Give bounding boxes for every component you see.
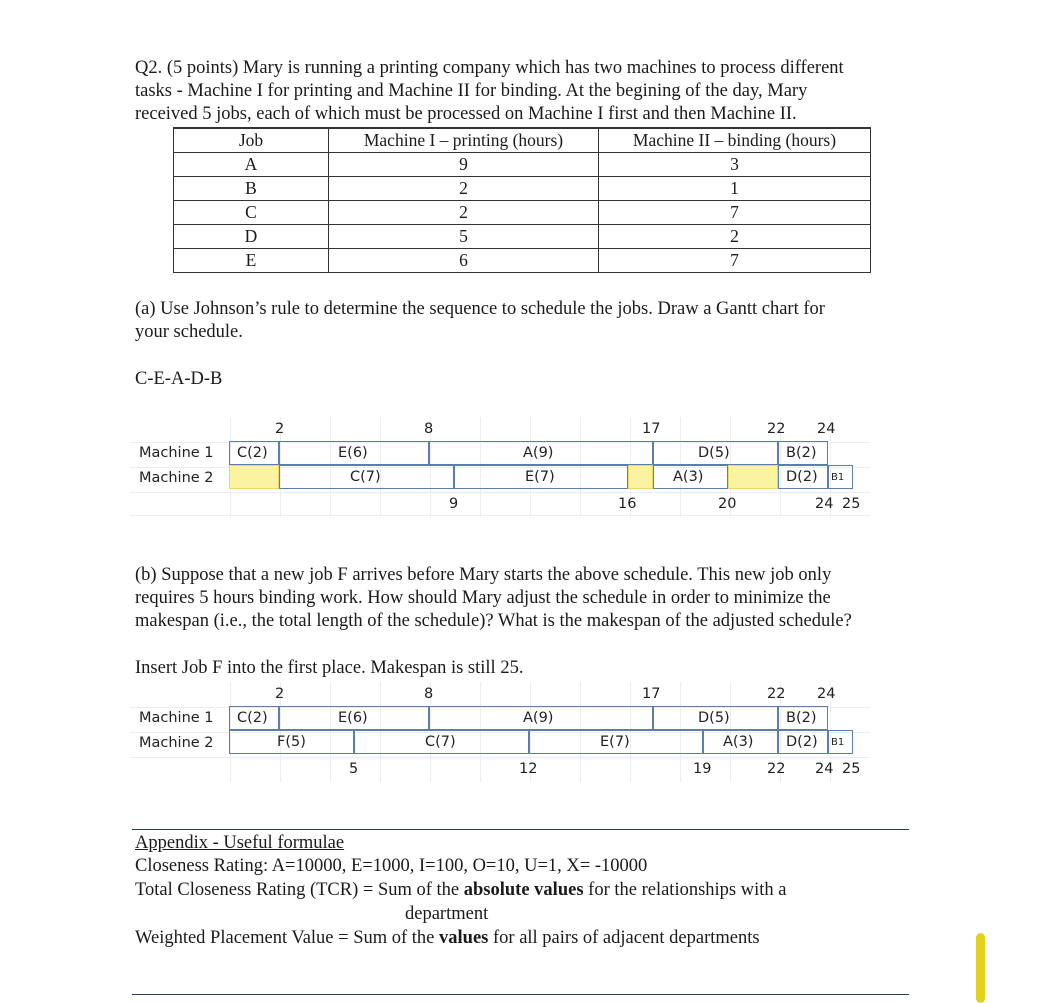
gantt-bar-m2	[828, 465, 853, 489]
time-tick: 19	[693, 761, 712, 777]
printing-cell: 5	[329, 225, 599, 249]
divider-bottom	[132, 994, 909, 995]
part-b-answer: Insert Job F into the first place. Makespan is still 25.	[135, 658, 524, 678]
tcr-bold: absolute values	[463, 880, 584, 900]
table-header-row	[174, 128, 871, 153]
header-machine-1: Machine I – printing (hours)	[329, 128, 599, 153]
bar-label: E(7)	[600, 734, 630, 750]
header-machine-2: Machine II – binding (hours)	[599, 128, 871, 153]
bar-label: B1	[831, 737, 845, 748]
gantt-bar-m2	[653, 465, 728, 489]
time-tick: 24	[815, 496, 834, 512]
tcr-line	[135, 879, 786, 903]
gantt-bar-m1	[653, 706, 778, 730]
tcr-continuation: department	[405, 904, 489, 924]
gantt-bar-m1	[429, 706, 653, 730]
time-tick: 20	[718, 496, 737, 512]
bar-label: A(3)	[723, 734, 754, 750]
gantt-bar-m1	[778, 441, 828, 465]
job-cell: E	[174, 249, 329, 273]
highlighter-mark	[976, 933, 985, 1003]
printing-cell: 9	[329, 153, 599, 177]
bar-label: C(2)	[237, 445, 268, 461]
bar-label: D(2)	[786, 734, 818, 750]
time-tick: 22	[767, 761, 786, 777]
part-b-line-2: requires 5 hours binding work. How should Mary adjust the schedule in order to minimize the	[135, 588, 831, 608]
part-a-line-2: your schedule.	[135, 322, 243, 342]
bar-label: D(5)	[698, 710, 730, 726]
idle-block	[728, 465, 778, 489]
bar-label: B(2)	[786, 445, 817, 461]
gantt-bar-m1	[229, 441, 279, 465]
time-tick: 25	[842, 761, 861, 777]
gantt-bar-m1	[279, 706, 429, 730]
binding-cell: 1	[599, 177, 871, 201]
printing-cell: 6	[329, 249, 599, 273]
bar-label: C(7)	[350, 469, 381, 485]
gantt-chart-b	[130, 682, 870, 782]
time-tick: 24	[815, 761, 834, 777]
part-b-line-3: makespan (i.e., the total length of the schedule)? What is the makespan of the adjusted schedule?	[135, 611, 852, 631]
time-tick: 22	[767, 421, 786, 437]
question-line-1: Q2. (5 points) Mary is running a printing company which has two machines to process different	[135, 58, 844, 78]
wpv-bold: values	[439, 928, 489, 948]
gantt-bar-m2	[778, 465, 828, 489]
binding-cell: 7	[599, 249, 871, 273]
table-row	[174, 249, 871, 273]
divider-top	[132, 829, 909, 830]
gantt-bar-m1	[279, 441, 429, 465]
bar-label: F(5)	[277, 734, 306, 750]
time-tick: 24	[817, 686, 836, 702]
appendix-title: Appendix - Useful formulae	[135, 833, 345, 853]
part-a-answer: C-E-A-D-B	[135, 369, 223, 389]
bar-label: B(2)	[786, 710, 817, 726]
time-tick: 16	[618, 496, 637, 512]
bar-label: C(2)	[237, 710, 268, 726]
bar-label: A(9)	[523, 445, 554, 461]
job-cell: C	[174, 201, 329, 225]
wpv-line	[135, 927, 760, 951]
bar-label: D(2)	[786, 469, 818, 485]
time-tick: 5	[349, 761, 359, 777]
table-row	[174, 153, 871, 177]
part-a-line-1: (a) Use Johnson’s rule to determine the sequence to schedule the jobs. Draw a Gantt chart for	[135, 299, 825, 319]
bar-label: E(6)	[338, 445, 368, 461]
time-tick: 2	[275, 686, 285, 702]
bar-label: A(9)	[523, 710, 554, 726]
printing-cell: 2	[329, 177, 599, 201]
binding-cell: 2	[599, 225, 871, 249]
binding-cell: 7	[599, 201, 871, 225]
time-tick: 2	[275, 421, 285, 437]
idle-block	[229, 465, 279, 489]
gantt-bar-m2	[279, 465, 454, 489]
gantt-bar-m1	[429, 441, 653, 465]
part-b-line-1: (b) Suppose that a new job F arrives before Mary starts the above schedule. This new job only	[135, 565, 832, 585]
time-tick: 8	[424, 686, 434, 702]
gantt-bar-m1	[653, 441, 778, 465]
bar-label: E(6)	[338, 710, 368, 726]
bar-label: B1	[831, 472, 845, 483]
machine-1-label: Machine 1	[139, 710, 214, 726]
gantt-bar-m1	[229, 706, 279, 730]
time-tick: 24	[817, 421, 836, 437]
job-cell: B	[174, 177, 329, 201]
gantt-bar-m2	[529, 730, 703, 754]
table-row	[174, 201, 871, 225]
header-job: Job	[174, 128, 329, 153]
tcr-text: Total Closeness Rating (TCR) = Sum of the	[135, 880, 464, 900]
job-cell: D	[174, 225, 329, 249]
question-line-2: tasks - Machine I for printing and Machine II for binding. At the begining of the day, Mary	[135, 81, 808, 101]
table-row	[174, 225, 871, 249]
bar-label: D(5)	[698, 445, 730, 461]
idle-block	[628, 465, 653, 489]
table-row	[174, 177, 871, 201]
machine-1-label: Machine 1	[139, 445, 214, 461]
wpv-text: Weighted Placement Value = Sum of the	[135, 928, 440, 948]
time-tick: 8	[424, 421, 434, 437]
machine-2-label: Machine 2	[139, 470, 214, 486]
gantt-bar-m2	[828, 730, 853, 754]
time-tick: 12	[519, 761, 538, 777]
bar-label: E(7)	[525, 469, 555, 485]
machine-2-label: Machine 2	[139, 735, 214, 751]
question-line-3: received 5 jobs, each of which must be processed on Machine I first and then Machine II.	[135, 104, 797, 124]
wpv-text-end: for all pairs of adjacent departments	[488, 928, 760, 948]
gantt-chart-a	[130, 417, 870, 517]
job-cell: A	[174, 153, 329, 177]
time-tick: 25	[842, 496, 861, 512]
gantt-bar-m2	[354, 730, 529, 754]
time-tick: 17	[642, 686, 661, 702]
gantt-bar-m2	[229, 730, 354, 754]
time-tick: 9	[449, 496, 459, 512]
gantt-bar-m2	[778, 730, 828, 754]
binding-cell: 3	[599, 153, 871, 177]
bar-label: A(3)	[673, 469, 704, 485]
closeness-rating: Closeness Rating: A=10000, E=1000, I=100, O=10, U=1, X= -10000	[135, 856, 648, 876]
printing-cell: 2	[329, 201, 599, 225]
gantt-bar-m2	[454, 465, 628, 489]
tcr-text-end: for the relationships with a	[583, 880, 787, 900]
time-tick: 22	[767, 686, 786, 702]
time-tick: 17	[642, 421, 661, 437]
job-table	[173, 127, 871, 273]
gantt-bar-m2	[703, 730, 778, 754]
bar-label: C(7)	[425, 734, 456, 750]
gantt-bar-m1	[778, 706, 828, 730]
